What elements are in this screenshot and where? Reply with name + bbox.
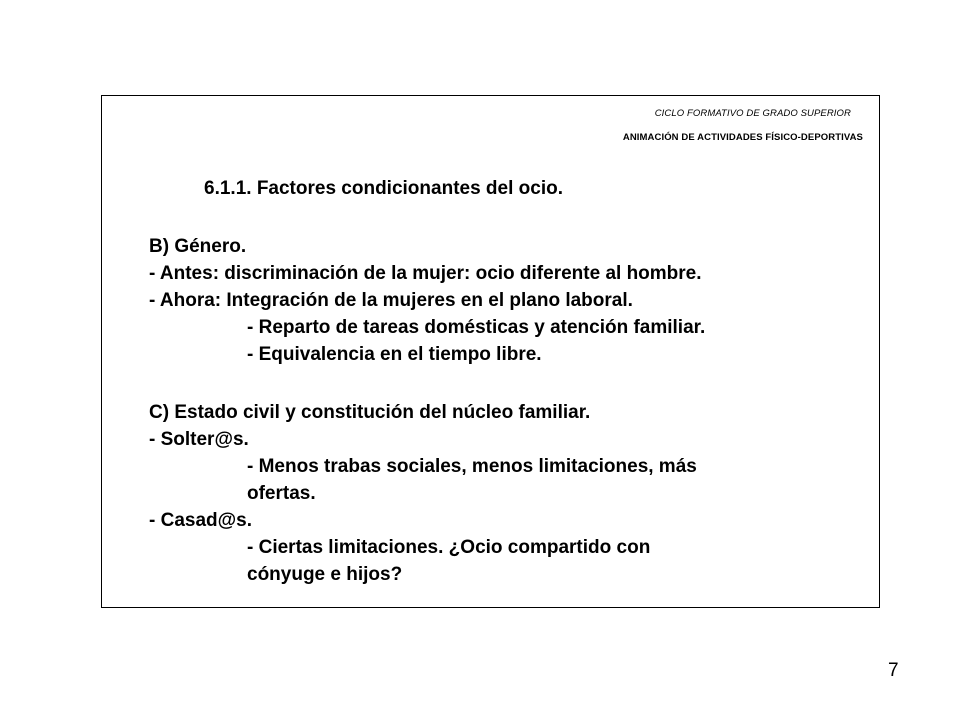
course-name-header: ANIMACIÓN DE ACTIVIDADES FÍSICO-DEPORTIVAS (622, 132, 863, 143)
slide-title: 6.1.1. Factores condicionantes del ocio. (204, 178, 563, 199)
page-number: 7 (888, 660, 899, 681)
bullet-line: - Casad@s. (149, 510, 253, 531)
section-marital-status (149, 399, 697, 588)
slide-frame (101, 95, 880, 608)
sub-bullet-continuation: cónyuge e hijos? (247, 564, 403, 585)
bullet-line: - Solter@s. (149, 429, 249, 450)
bullet-line: - Antes: discriminación de la mujer: ocio diferente al hombre. (149, 263, 702, 284)
sub-bullet-line: - Ciertas limitaciones. ¿Ocio compartido con (247, 537, 651, 558)
sub-bullet-continuation: ofertas. (247, 483, 316, 504)
course-level-header: CICLO FORMATIVO DE GRADO SUPERIOR (654, 108, 851, 119)
section-heading: B) Género. (149, 236, 247, 257)
sub-bullet-line: - Menos trabas sociales, menos limitaciones, más (247, 456, 697, 477)
section-heading: C) Estado civil y constitución del núcleo familiar. (149, 402, 591, 423)
section-gender (149, 233, 705, 368)
sub-bullet-line: - Reparto de tareas domésticas y atención familiar. (247, 317, 706, 338)
sub-bullet-line: - Equivalencia en el tiempo libre. (247, 344, 542, 365)
bullet-line: - Ahora: Integración de la mujeres en el plano laboral. (149, 290, 633, 311)
